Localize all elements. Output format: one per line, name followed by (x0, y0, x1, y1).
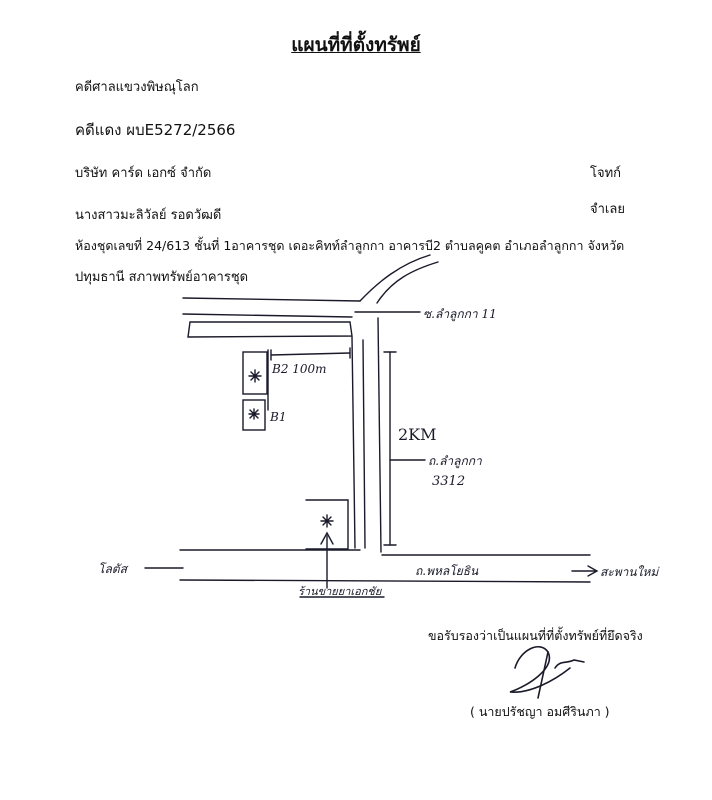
b2-label: B2 100m (272, 362, 327, 376)
curve-inner (377, 262, 438, 303)
soi-road-bottom-edge (183, 314, 352, 317)
case-number: คดีแดง ผบE5272/2566 (75, 121, 236, 139)
defendant-role: จำเลย (590, 202, 625, 217)
star-b1 (249, 409, 259, 419)
certification-statement: ขอรับรองว่าเป็นแผนที่ที่ตั้งทรัพย์ที่ยึดจริง (428, 628, 643, 643)
court-name: คดีศาลแขวงพิษณุโลก (75, 80, 199, 95)
measure-100m (271, 353, 350, 355)
bottom-road-label: ถ.พหลโยธิน (415, 564, 479, 578)
compound-right-wall (352, 337, 355, 548)
bottom-road-bottom-edge (180, 580, 590, 582)
distance-label: 2KM (398, 425, 437, 444)
left-destination-label: โลตัส (98, 562, 127, 576)
address-line-1: ห้องชุดเลขที่ 24/613 ชั้นที่ 1อาคารชุด เดอะคิทท์ลำลูกกา อาคารบี2 ตำบลคูคต อำเภอลำลูกกา จังหวัด (75, 238, 625, 253)
star-landmark (321, 515, 333, 527)
road-right-edge (378, 318, 381, 552)
right-destination-label: สะพานใหม่ (600, 565, 659, 579)
signer-name: ( นายปรัชญา อมศีรินภา ) (470, 704, 610, 719)
plaintiff-role: โจทก์ (590, 166, 622, 181)
signature-mark (510, 647, 584, 698)
soi-road-top-edge (183, 298, 360, 301)
page-title: แผนที่ที่ตั้งทรัพย์ (291, 34, 421, 56)
soi-label: ซ.ลำลูกกา 11 (423, 307, 497, 321)
star-b2 (249, 370, 261, 382)
defendant-name: นางสาวมะลิวัลย์ รอดวัฒดี (75, 208, 222, 223)
curve-outer (360, 255, 430, 301)
soi-inner-line (188, 322, 352, 337)
b1-label: B1 (270, 410, 287, 424)
road-left-edge (363, 340, 365, 548)
road-name-label: ถ.ลำลูกกา (428, 454, 482, 468)
address-line-2: ปทุมธานี สภาพทรัพย์อาคารชุด (75, 270, 249, 285)
plaintiff-name: บริษัท คาร์ด เอกซ์ จำกัด (75, 166, 212, 181)
road-number-label: 3312 (432, 474, 466, 489)
landmark-label: ร้านขายยาเอกชัย (298, 585, 382, 598)
